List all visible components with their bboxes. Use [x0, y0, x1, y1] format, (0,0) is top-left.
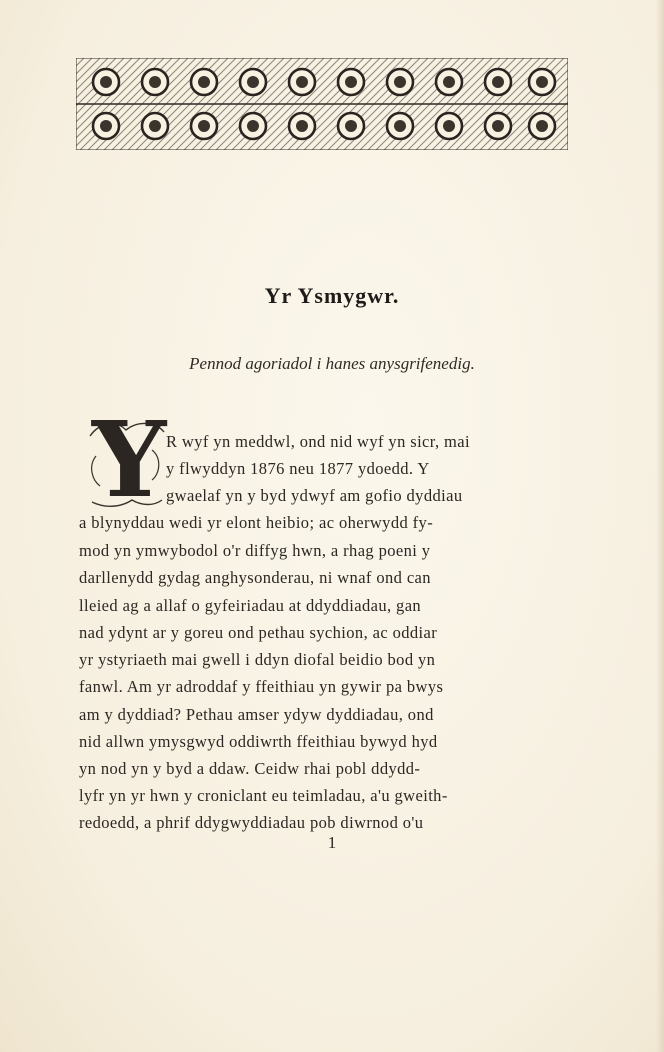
- text-line: mod yn ymwybodol o'r diffyg hwn, a rhag poeni y: [79, 541, 431, 560]
- text-line: fanwl. Am yr adroddaf y ffeithiau yn gywir pa bwys: [79, 677, 444, 696]
- decorative-drop-cap: [86, 398, 167, 521]
- text-line: nid allwn ymysgwyd oddiwrth ffeithiau bywyd hyd: [79, 732, 438, 751]
- text-line: am y dyddiad? Pethau amser ydyw dyddiadau, ond: [79, 705, 434, 724]
- text-line: redoedd, a phrif ddygwyddiadau pob diwrnod o'u: [79, 813, 424, 832]
- page-number: 1: [327, 833, 337, 852]
- text-line: a blynyddau wedi yr elont heibio; ac oherwydd fy-: [79, 513, 434, 532]
- drop-cap-letter: Y: [92, 398, 167, 521]
- chapter-title: Yr Ysmygwr.: [264, 283, 400, 308]
- chapter-subtitle: Pennod agoriadol i hanes anysgrifenedig.: [189, 354, 475, 373]
- text-line: R wyf yn meddwl, ond nid wyf yn sicr, mai: [166, 432, 470, 451]
- page-edge-shadow: [656, 0, 664, 1052]
- text-line: yn nod yn y byd a ddaw. Ceidw rhai pobl ddydd-: [79, 759, 421, 778]
- text-line: nad ydynt ar y goreu ond pethau sychion, ac oddiar: [79, 623, 438, 642]
- decorative-header-band: [76, 58, 568, 150]
- text-line: lleied ag a allaf o gyfeiriadau at ddyddiadau, gan: [79, 596, 422, 615]
- text-line: darllenydd gydag anghysonderau, ni wnaf ond can: [79, 568, 431, 587]
- text-line: y flwyddyn 1876 neu 1877 ydoedd. Y: [166, 459, 430, 478]
- text-line: gwaelaf yn y byd ydwyf am gofio dyddiau: [166, 486, 463, 505]
- text-line: lyfr yn yr hwn y croniclant eu teimladau, a'u gweith-: [79, 786, 448, 805]
- text-line: yr ystyriaeth mai gwell i ddyn diofal beidio bod yn: [79, 650, 436, 669]
